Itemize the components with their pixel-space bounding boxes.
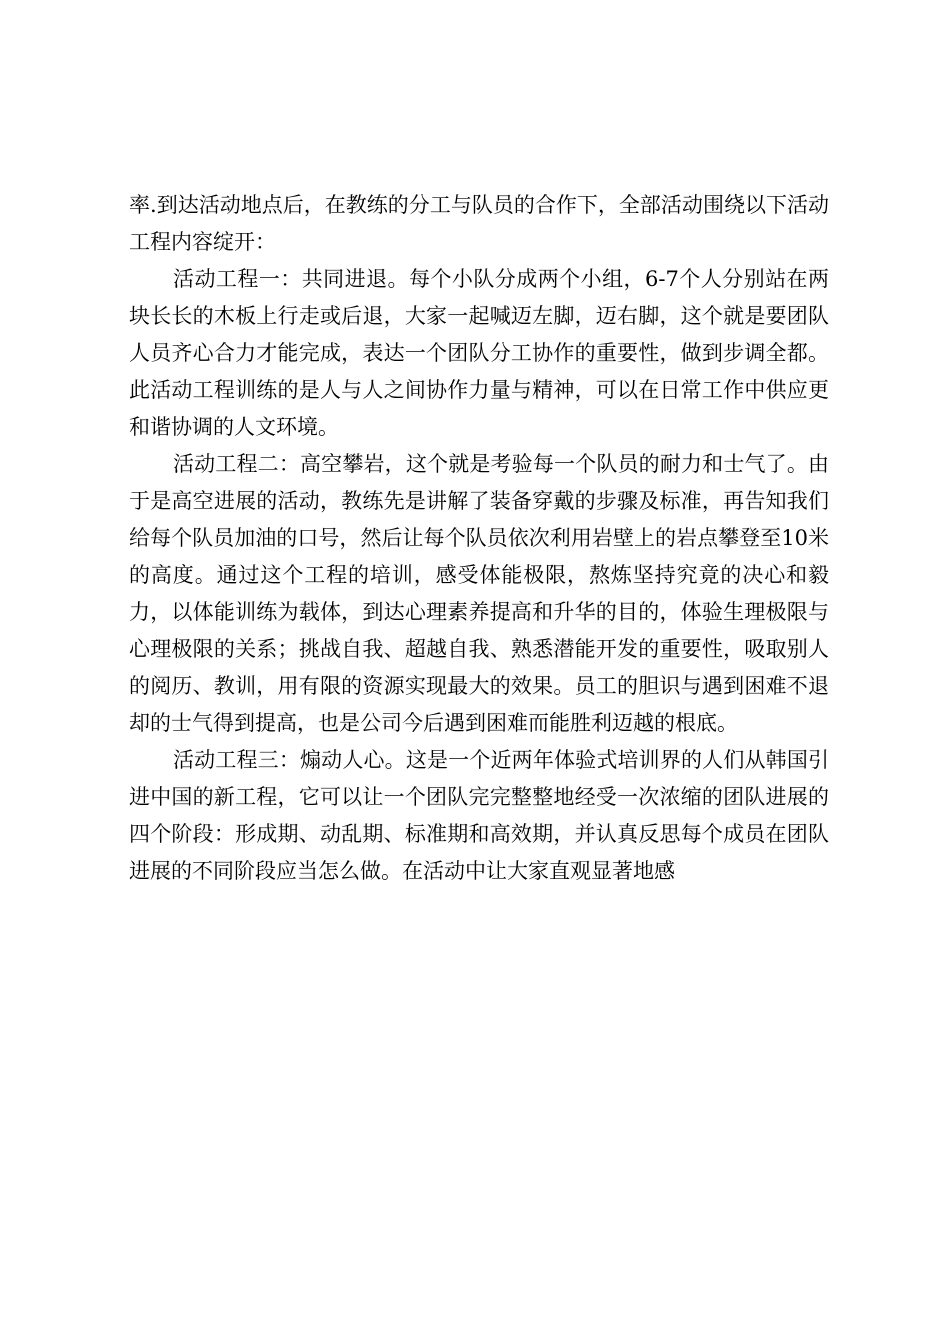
paragraph-activity-two: 活动工程二：高空攀岩，这个就是考验每一个队员的耐力和士气了。由于是高空进展的活动，教练先是讲解了装备穿戴的步骤及标准，再告知我们给每个队员加油的口号，然后让每个队员依次利用岩壁上的岩点攀登至10米的高度。通过这个工程的培训，感受体能极限，熬炼坚持究竟的决心和毅力，以体能训练为载体，到达心理素养提高和升华的目的，体验生理极限与心理极限的关系；挑战自我、超越自我、熟悉潜能开发的重要性，吸取别人的阅历、教训，用有限的资源实现最大的效果。员工的胆识与遇到困难不退却的士气得到提高，也是公司今后遇到困难而能胜利迈越的根底。: [129, 452, 829, 735]
body-text: [129, 187, 829, 890]
paragraph-activity-one: 活动工程一：共同进退。每个小队分成两个小组，6-7个人分别站在两块长长的木板上行走或后退，大家一起喊迈左脚，迈右脚，这个就是要团队人员齐心合力才能完成，表达一个团队分工协作的重要性，做到步调全都。此活动工程训练的是人与人之间协作力量与精神，可以在日常工作中供应更和谐协调的人文环境。: [129, 267, 829, 439]
paragraph-continuation: 率.到达活动地点后，在教练的分工与队员的合作下，全部活动围绕以下活动工程内容绽开：: [129, 193, 829, 254]
paragraph-activity-three: 活动工程三：煽动人心。这是一个近两年体验式培训界的人们从韩国引进中国的新工程，它可以让一个团队完完整整地经受一次浓缩的团队进展的四个阶段：形成期、动乱期、标准期和高效期，并认真反思每个成员在团队进展的不同阶段应当怎么做。在活动中让大家直观显著地感: [129, 748, 829, 883]
